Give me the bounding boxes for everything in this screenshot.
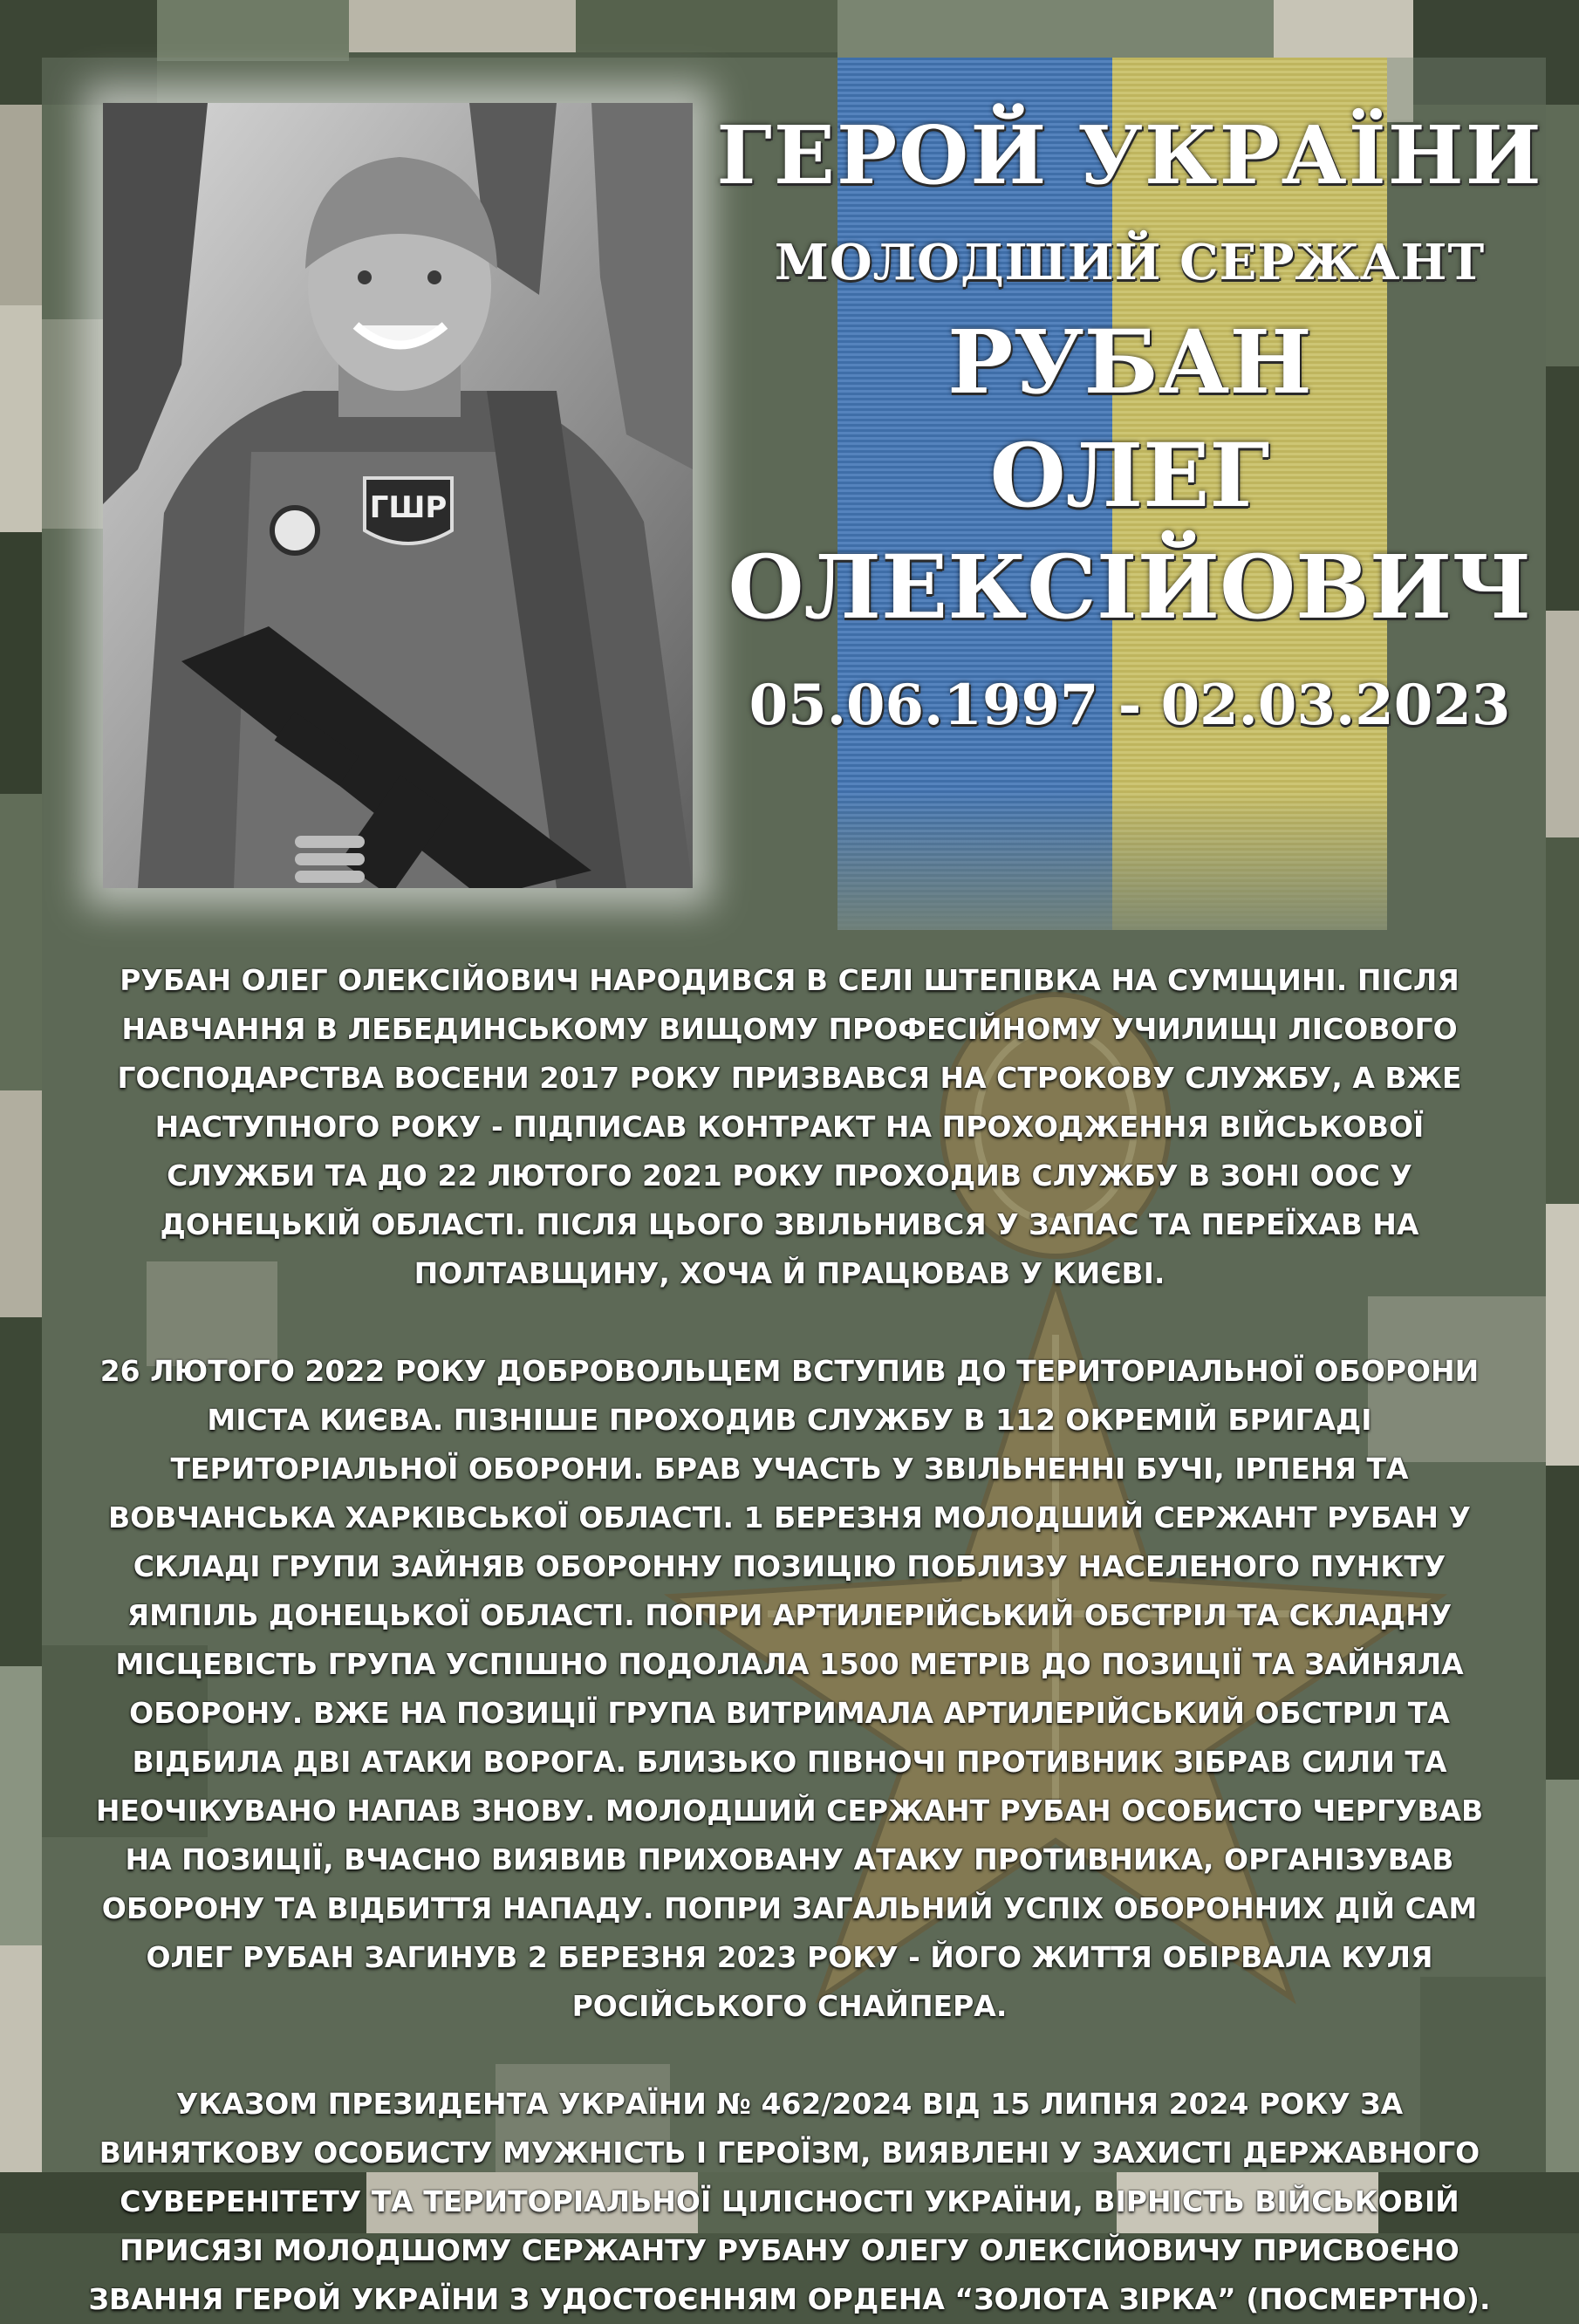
title-block — [715, 108, 1544, 739]
first-name: ОЛЕГ — [989, 424, 1270, 528]
soldier-portrait-image — [103, 103, 693, 888]
biography-paragraph-2: 26 ЛЮТОГО 2022 РОКУ ДОБРОВОЛЬЦЕМ ВСТУПИВ ДО ТЕРИТОРІАЛЬНОЇ ОБОРОНИ МІСТА КИЄВА. ПІЗНІШЕ ПРОХОДИВ СЛУЖБУ В 112 ОКРЕМІЙ БРИГАДІ ТЕРИТОРІАЛЬНОЇ ОБОРОНИ. БРАВ УЧАСТЬ У ЗВІЛЬНЕННІ БУЧІ, ІРПЕНЯ ТА ВОВЧАНСЬКА ХАРКІВСЬКОЇ ОБЛАСТІ. 1 БЕРЕЗНЯ МОЛОДШИЙ СЕРЖАНТ РУБАН У СКЛАДІ ГРУПИ ЗАЙНЯВ ОБОРОННУ ПОЗИЦІЮ ПОБЛИЗУ НАСЕЛЕНОГО ПУНКТУ ЯМПІЛЬ ДОНЕЦЬКОЇ ОБЛАСТІ. ПОПРИ АРТИЛЕРІЙСЬКИЙ ОБСТРІЛ ТА СКЛАДНУ МІСЦЕВІСТЬ ГРУПА УСПІШНО ПОДОЛАЛА 1500 МЕТРІВ ДО ПОЗИЦІЇ ТА ЗАЙНЯЛА ОБОРОНУ. ВЖЕ НА ПОЗИЦІЇ ГРУПА ВИТРИМАЛА АРТИЛЕРІЙСЬКИЙ ОБСТРІЛ ТА ВІДБИЛА ДВІ АТАКИ ВОРОГА. БЛИЗЬКО ПІВНОЧІ ПРОТИВНИК ЗІБРАВ СИЛИ ТА НЕОЧІКУВАНО НАПАВ ЗНОВУ. МОЛОДШИЙ СЕРЖАНТ РУБАН ОСОБИСТО ЧЕРГУВАВ НА ПОЗИЦІЇ, ВЧАСНО ВИЯВИВ ПРИХОВАНУ АТАКУ ПРОТИВНИКА, ОРГАНІЗУВАВ ОБОРОНУ ТА ВІДБИТТЯ НАПАДУ. ПОПРИ ЗАГАЛЬНИЙ УСПІХ ОБОРОННИХ ДІЙ САМ ОЛЕГ РУБАН ЗАГИНУВ 2 БЕРЕЗНЯ 2023 РОКУ - ЙОГО ЖИТТЯ ОБІРВАЛА КУЛЯ РОСІЙСЬКОГО СНАЙПЕРА. — [95, 1354, 1484, 2023]
surname: РУБАН — [947, 311, 1312, 414]
hero-title: ГЕРОЙ УКРАЇНИ — [716, 108, 1543, 202]
military-rank: МОЛОДШИЙ СЕРЖАНТ — [774, 233, 1486, 291]
biography-paragraph-1: РУБАН ОЛЕГ ОЛЕКСІЙОВИЧ НАРОДИВСЯ В СЕЛІ ШТЕПІВКА НА СУМЩИНІ. ПІСЛЯ НАВЧАННЯ В ЛЕБЕДИНСЬКОМУ ВИЩОМУ ПРОФЕСІЙНОМУ УЧИЛИЩІ ЛІСОВОГО ГОСПОДАРСТВА ВОСЕНИ 2017 РОКУ ПРИЗВАВСЯ НА СТРОКОВУ СЛУЖБУ, А ВЖЕ НАСТУПНОГО РОКУ - ПІДПИСАВ КОНТРАКТ НА ПРОХОДЖЕННЯ ВІЙСЬКОВОЇ СЛУЖБИ ТА ДО 22 ЛЮТОГО 2021 РОКУ ПРОХОДИВ СЛУЖБУ В ЗОНІ ООС У ДОНЕЦЬКІЙ ОБЛАСТІ. ПІСЛЯ ЦЬОГО ЗВІЛЬНИВСЯ У ЗАПАС ТА ПЕРЕЇХАВ НА ПОЛТАВЩИНУ, ХОЧА Й ПРАЦЮВАВ У КИЄВІ. — [117, 963, 1462, 1290]
biography — [79, 956, 1500, 2324]
patch-text: ГШР — [369, 490, 448, 525]
portrait-photo — [103, 103, 693, 888]
patch-badge — [365, 478, 452, 543]
patronymic: ОЛЕКСІЙОВИЧ — [728, 536, 1532, 639]
biography-paragraph-3: УКАЗОМ ПРЕЗИДЕНТА УКРАЇНИ № 462/2024 ВІД 15 ЛИПНЯ 2024 РОКУ ЗА ВИНЯТКОВУ ОСОБИСТУ МУЖНІСТЬ І ГЕРОЇЗМ, ВИЯВЛЕНІ У ЗАХИСТІ ДЕРЖАВНОГО СУВЕРЕНІТЕТУ ТА ТЕРИТОРІАЛЬНОЇ ЦІЛІСНОСТІ УКРАЇНИ, ВІРНІСТЬ ВІЙСЬКОВІЙ ПРИСЯЗІ МОЛОДШОМУ СЕРЖАНТУ РУБАНУ ОЛЕГУ ОЛЕКСІЙОВИЧУ ПРИСВОЄНО ЗВАННЯ ГЕРОЙ УКРАЇНИ З УДОСТОЄННЯМ ОРДЕНА “ЗОЛОТА ЗІРКА” (ПОСМЕРТНО). — [88, 2087, 1491, 2316]
life-dates: 05.06.1997 - 02.03.2023 — [748, 673, 1511, 739]
